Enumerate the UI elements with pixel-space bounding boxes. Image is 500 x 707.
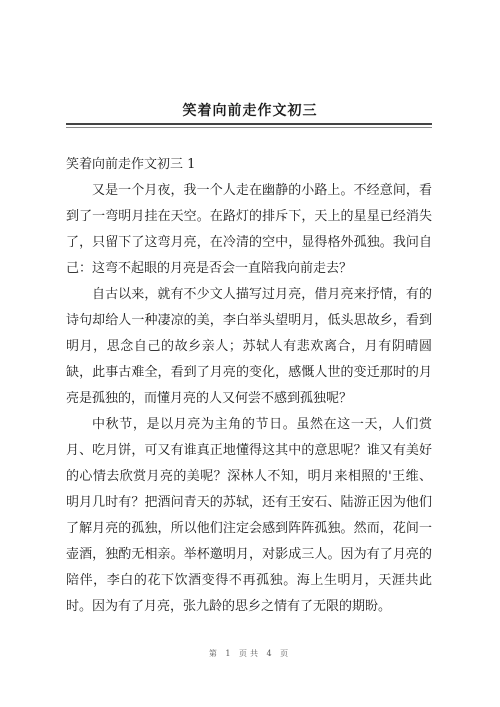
paragraph-3: 中秋节，是以月亮为主角的节日。虽然在这一天，人们赏月、吃月饼，可又有谁真正地懂得这其中的意思呢？谁又有美好的心情去欣赏月亮的美呢？深林人不知，明月来相照的'王维、明月几时有？把酒问青天的苏轼，还有王安石、陆游正因为他们了解月亮的孤独，所以他们注定会感到阵阵孤独。然而，花间一壶酒，独酌无相亲。举杯邀明月，对影成三人。因为有了月亮的陪伴，李白的花下饮酒变得不再孤独。海上生明月，天涯共此时。因为有了月亮，张九龄的思乡之情有了无限的期盼。 — [66, 417, 432, 614]
title-divider-thin — [66, 127, 432, 128]
section-heading: 笑着向前走作文初三 1 — [66, 157, 196, 172]
paragraph-1: 又是一个月夜，我一个人走在幽静的小路上。不经意间，看到了一弯明月挂在天空。在路灯的排斥下，天上的星星已经消失了，只留下了这弯月亮，在冷清的空中，显得格外孤独。我问自己：这弯不起眼的月亮是否会一直陪我向前走去？ — [66, 183, 432, 276]
paragraph-2: 自古以来，就有不少文人描写过月亮，借月亮来抒情，有的诗句却给人一种凄凉的美，李白举头望明月，低头思故乡，看到明月，思念自己的故乡亲人；苏轼人有悲欢离合，月有阴晴圆缺，此事古难全，看到了月亮的变化，感慨人世的变迁那时的月亮是孤独的，而懂月亮的人又何尝不感到孤独呢？ — [66, 287, 432, 406]
document-title: 笑着向前走作文初三 — [182, 103, 318, 119]
document-body — [66, 152, 432, 620]
page-number-footer: 第 1 页共 4 页 — [208, 649, 292, 658]
title-divider — [66, 123, 432, 125]
